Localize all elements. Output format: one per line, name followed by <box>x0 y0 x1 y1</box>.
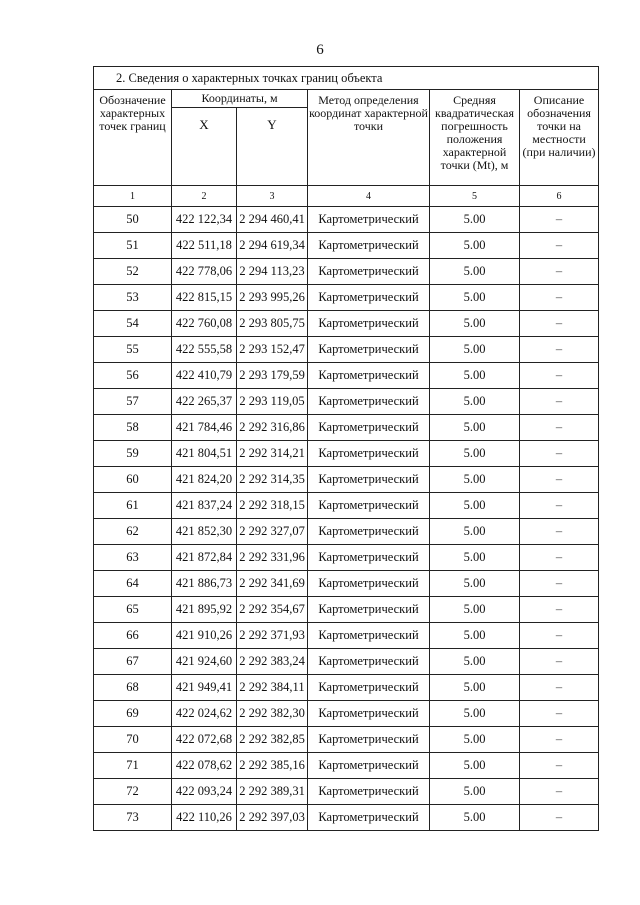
cell-x: 422 511,18 <box>172 233 237 259</box>
header-method: Метод определения координат характерной точки <box>308 90 430 186</box>
cell-point: 60 <box>94 467 172 493</box>
cell-error: 5.00 <box>430 571 520 597</box>
cell-point: 55 <box>94 337 172 363</box>
cell-y: 2 292 341,69 <box>237 571 308 597</box>
cell-error: 5.00 <box>430 753 520 779</box>
cell-description: – <box>520 415 599 441</box>
cell-x: 422 778,06 <box>172 259 237 285</box>
column-number: 3 <box>237 186 308 207</box>
cell-method: Картометрический <box>308 675 430 701</box>
cell-method: Картометрический <box>308 207 430 233</box>
column-number: 6 <box>520 186 599 207</box>
cell-description: – <box>520 571 599 597</box>
cell-error: 5.00 <box>430 623 520 649</box>
cell-method: Картометрический <box>308 727 430 753</box>
cell-point: 73 <box>94 805 172 831</box>
cell-method: Картометрический <box>308 779 430 805</box>
cell-method: Картометрический <box>308 285 430 311</box>
header-designation: Обозначение характерных точек границ <box>94 90 172 186</box>
cell-point: 56 <box>94 363 172 389</box>
column-number: 4 <box>308 186 430 207</box>
cell-method: Картометрический <box>308 805 430 831</box>
table-row <box>94 467 599 493</box>
cell-x: 421 872,84 <box>172 545 237 571</box>
table-row <box>94 363 599 389</box>
cell-error: 5.00 <box>430 545 520 571</box>
cell-x: 422 072,68 <box>172 727 237 753</box>
table-row <box>94 545 599 571</box>
cell-method: Картометрический <box>308 597 430 623</box>
cell-description: – <box>520 597 599 623</box>
cell-method: Картометрический <box>308 623 430 649</box>
cell-error: 5.00 <box>430 727 520 753</box>
header-y: Y <box>237 108 308 186</box>
cell-y: 2 293 995,26 <box>237 285 308 311</box>
cell-point: 52 <box>94 259 172 285</box>
cell-point: 71 <box>94 753 172 779</box>
cell-description: – <box>520 389 599 415</box>
cell-y: 2 293 805,75 <box>237 311 308 337</box>
cell-point: 59 <box>94 441 172 467</box>
table-row <box>94 727 599 753</box>
table-row <box>94 311 599 337</box>
cell-x: 421 852,30 <box>172 519 237 545</box>
cell-method: Картометрический <box>308 571 430 597</box>
cell-y: 2 292 371,93 <box>237 623 308 649</box>
cell-point: 62 <box>94 519 172 545</box>
cell-x: 421 824,20 <box>172 467 237 493</box>
cell-y: 2 292 389,31 <box>237 779 308 805</box>
cell-error: 5.00 <box>430 649 520 675</box>
table-row <box>94 753 599 779</box>
cell-description: – <box>520 623 599 649</box>
cell-point: 61 <box>94 493 172 519</box>
cell-error: 5.00 <box>430 467 520 493</box>
table-row <box>94 441 599 467</box>
header-coordinates: Координаты, м <box>172 90 308 108</box>
cell-y: 2 292 316,86 <box>237 415 308 441</box>
cell-error: 5.00 <box>430 597 520 623</box>
table-row <box>94 207 599 233</box>
cell-error: 5.00 <box>430 701 520 727</box>
cell-error: 5.00 <box>430 389 520 415</box>
cell-description: – <box>520 337 599 363</box>
cell-error: 5.00 <box>430 493 520 519</box>
cell-description: – <box>520 675 599 701</box>
table-row <box>94 779 599 805</box>
cell-description: – <box>520 545 599 571</box>
table-row <box>94 623 599 649</box>
cell-x: 421 924,60 <box>172 649 237 675</box>
cell-x: 421 910,26 <box>172 623 237 649</box>
cell-error: 5.00 <box>430 207 520 233</box>
cell-y: 2 292 314,35 <box>237 467 308 493</box>
cell-method: Картометрический <box>308 389 430 415</box>
cell-description: – <box>520 701 599 727</box>
cell-point: 67 <box>94 649 172 675</box>
cell-y: 2 293 119,05 <box>237 389 308 415</box>
cell-y: 2 292 397,03 <box>237 805 308 831</box>
cell-point: 57 <box>94 389 172 415</box>
cell-point: 50 <box>94 207 172 233</box>
cell-description: – <box>520 519 599 545</box>
characteristic-points-table <box>93 66 599 831</box>
cell-x: 422 110,26 <box>172 805 237 831</box>
cell-point: 58 <box>94 415 172 441</box>
header-description: Описание обозначения точки на местности (при наличии) <box>520 90 599 186</box>
cell-y: 2 292 327,07 <box>237 519 308 545</box>
cell-point: 72 <box>94 779 172 805</box>
cell-y: 2 294 460,41 <box>237 207 308 233</box>
cell-method: Картометрический <box>308 259 430 285</box>
table-row <box>94 259 599 285</box>
cell-y: 2 292 383,24 <box>237 649 308 675</box>
cell-y: 2 292 314,21 <box>237 441 308 467</box>
cell-x: 422 078,62 <box>172 753 237 779</box>
cell-description: – <box>520 649 599 675</box>
column-number: 5 <box>430 186 520 207</box>
cell-x: 422 265,37 <box>172 389 237 415</box>
cell-x: 421 784,46 <box>172 415 237 441</box>
table-row <box>94 571 599 597</box>
cell-point: 64 <box>94 571 172 597</box>
table-row <box>94 389 599 415</box>
table-row <box>94 805 599 831</box>
header-error: Средняя квадратическая погрешность положения характерной точки (Mt), м <box>430 90 520 186</box>
cell-x: 422 760,08 <box>172 311 237 337</box>
cell-error: 5.00 <box>430 337 520 363</box>
cell-error: 5.00 <box>430 233 520 259</box>
cell-description: – <box>520 779 599 805</box>
cell-method: Картометрический <box>308 233 430 259</box>
cell-y: 2 292 382,85 <box>237 727 308 753</box>
cell-error: 5.00 <box>430 415 520 441</box>
cell-method: Картометрический <box>308 649 430 675</box>
cell-point: 53 <box>94 285 172 311</box>
cell-x: 422 024,62 <box>172 701 237 727</box>
column-number-row <box>94 186 599 207</box>
table-row <box>94 285 599 311</box>
cell-description: – <box>520 727 599 753</box>
cell-x: 421 949,41 <box>172 675 237 701</box>
cell-error: 5.00 <box>430 259 520 285</box>
cell-method: Картометрический <box>308 363 430 389</box>
cell-description: – <box>520 259 599 285</box>
cell-description: – <box>520 363 599 389</box>
cell-y: 2 292 382,30 <box>237 701 308 727</box>
cell-description: – <box>520 805 599 831</box>
cell-y: 2 292 318,15 <box>237 493 308 519</box>
cell-point: 65 <box>94 597 172 623</box>
cell-x: 421 804,51 <box>172 441 237 467</box>
cell-description: – <box>520 207 599 233</box>
cell-y: 2 292 385,16 <box>237 753 308 779</box>
cell-x: 422 555,58 <box>172 337 237 363</box>
cell-y: 2 294 619,34 <box>237 233 308 259</box>
cell-y: 2 294 113,23 <box>237 259 308 285</box>
cell-description: – <box>520 233 599 259</box>
table-row <box>94 493 599 519</box>
cell-error: 5.00 <box>430 311 520 337</box>
header-x: X <box>172 108 237 186</box>
cell-x: 422 815,15 <box>172 285 237 311</box>
cell-method: Картометрический <box>308 545 430 571</box>
cell-point: 63 <box>94 545 172 571</box>
cell-method: Картометрический <box>308 493 430 519</box>
cell-point: 54 <box>94 311 172 337</box>
cell-y: 2 292 331,96 <box>237 545 308 571</box>
cell-error: 5.00 <box>430 363 520 389</box>
cell-y: 2 292 384,11 <box>237 675 308 701</box>
table-row <box>94 701 599 727</box>
cell-y: 2 292 354,67 <box>237 597 308 623</box>
cell-description: – <box>520 753 599 779</box>
cell-point: 70 <box>94 727 172 753</box>
cell-method: Картометрический <box>308 701 430 727</box>
page-number: 6 <box>316 42 324 58</box>
cell-point: 69 <box>94 701 172 727</box>
table-row <box>94 415 599 441</box>
cell-description: – <box>520 311 599 337</box>
cell-point: 51 <box>94 233 172 259</box>
cell-method: Картометрический <box>308 467 430 493</box>
cell-method: Картометрический <box>308 753 430 779</box>
table-row <box>94 649 599 675</box>
cell-description: – <box>520 493 599 519</box>
cell-error: 5.00 <box>430 675 520 701</box>
cell-method: Картометрический <box>308 441 430 467</box>
column-number: 2 <box>172 186 237 207</box>
cell-description: – <box>520 441 599 467</box>
cell-method: Картометрический <box>308 311 430 337</box>
cell-error: 5.00 <box>430 519 520 545</box>
cell-point: 66 <box>94 623 172 649</box>
cell-method: Картометрический <box>308 415 430 441</box>
cell-method: Картометрический <box>308 337 430 363</box>
cell-method: Картометрический <box>308 519 430 545</box>
cell-x: 421 837,24 <box>172 493 237 519</box>
cell-point: 68 <box>94 675 172 701</box>
cell-error: 5.00 <box>430 285 520 311</box>
cell-x: 422 410,79 <box>172 363 237 389</box>
cell-error: 5.00 <box>430 441 520 467</box>
section-title: 2. Сведения о характерных точках границ объекта <box>94 67 599 90</box>
cell-error: 5.00 <box>430 779 520 805</box>
cell-x: 421 886,73 <box>172 571 237 597</box>
table-row <box>94 233 599 259</box>
cell-x: 421 895,92 <box>172 597 237 623</box>
table-row <box>94 337 599 363</box>
table-row <box>94 675 599 701</box>
table-row <box>94 519 599 545</box>
cell-description: – <box>520 467 599 493</box>
cell-y: 2 293 179,59 <box>237 363 308 389</box>
cell-description: – <box>520 285 599 311</box>
table-row <box>94 597 599 623</box>
cell-x: 422 122,34 <box>172 207 237 233</box>
cell-error: 5.00 <box>430 805 520 831</box>
cell-y: 2 293 152,47 <box>237 337 308 363</box>
column-number: 1 <box>94 186 172 207</box>
cell-x: 422 093,24 <box>172 779 237 805</box>
